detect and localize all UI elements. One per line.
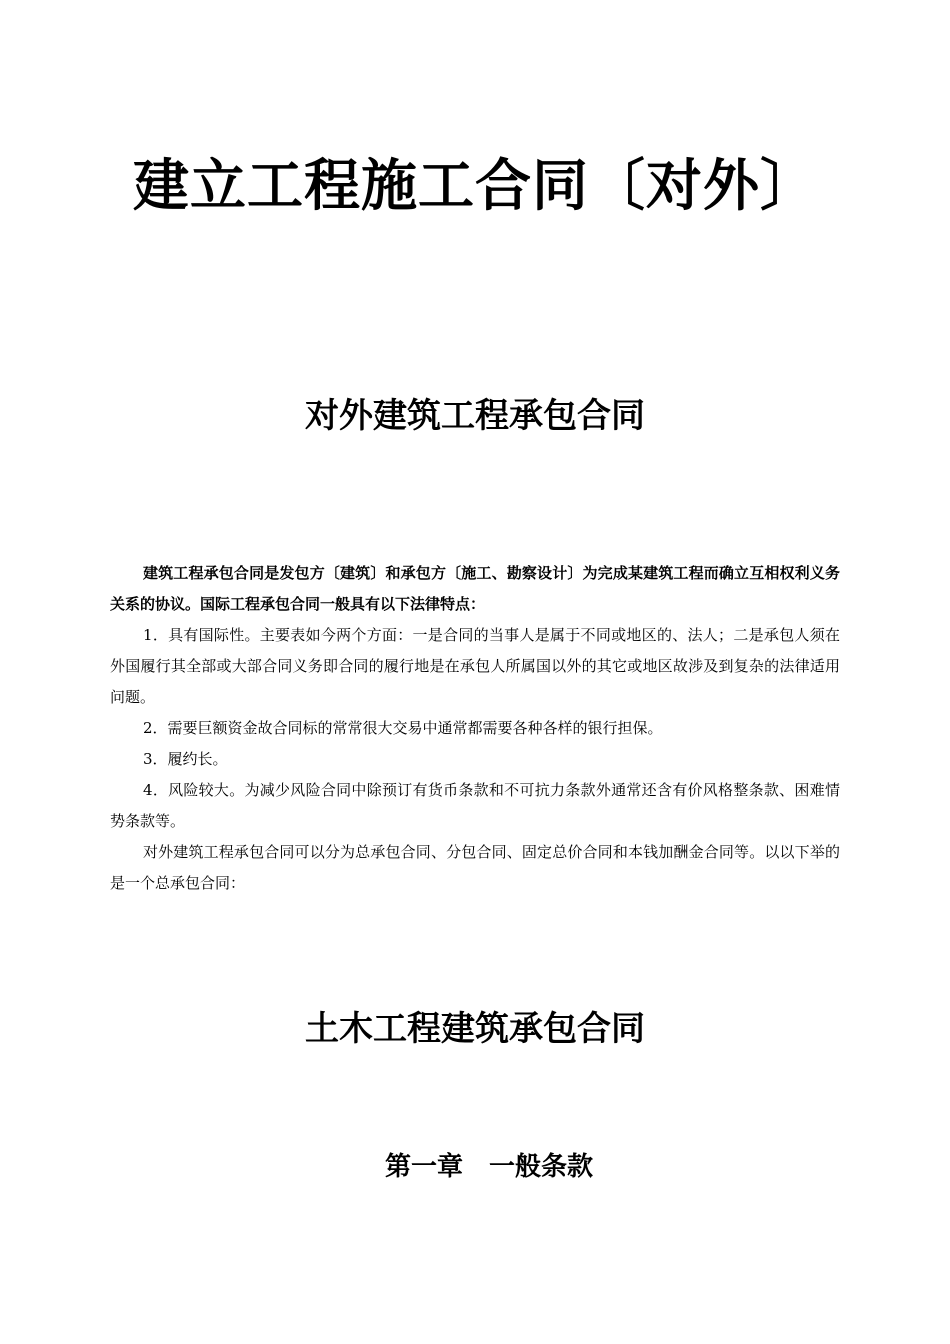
feature-paragraph-2: 2．需要巨额资金故合同标的常常很大交易中通常都需要各种各样的银行担保。 xyxy=(143,719,663,737)
section-title: 土木工程建筑承包合同 xyxy=(305,1009,645,1049)
chapter-title: 第一章 一般条款 xyxy=(385,1152,594,1182)
document-body xyxy=(110,558,840,899)
feature-paragraph-4: 4．风险较大。为减少风险合同中除预订有货币条款和不可抗力条款外通常还含有价风格整条款、困难情势条款等。 xyxy=(110,781,840,830)
document-title: 建立工程施工合同〔对外〕 xyxy=(133,153,817,219)
intro-paragraph: 建筑工程承包合同是发包方〔建筑〕和承包方〔施工、勘察设计〕为完成某建筑工程而确立互相权利义务关系的协议。国际工程承包合同一般具有以下法律特点： xyxy=(110,564,840,613)
classification-paragraph: 对外建筑工程承包合同可以分为总承包合同、分包合同、固定总价合同和本钱加酬金合同等。以以下举的是一个总承包合同： xyxy=(110,843,840,892)
document-subtitle: 对外建筑工程承包合同 xyxy=(305,396,645,436)
feature-paragraph-3: 3．履约长。 xyxy=(143,750,228,768)
feature-paragraph-1: 1．具有国际性。主要表如今两个方面：一是合同的当事人是属于不同或地区的、法人；二是承包人须在外国履行其全部或大部合同义务即合同的履行地是在承包人所属国以外的其它或地区故涉及到复杂的法律适用问题。 xyxy=(110,626,840,706)
